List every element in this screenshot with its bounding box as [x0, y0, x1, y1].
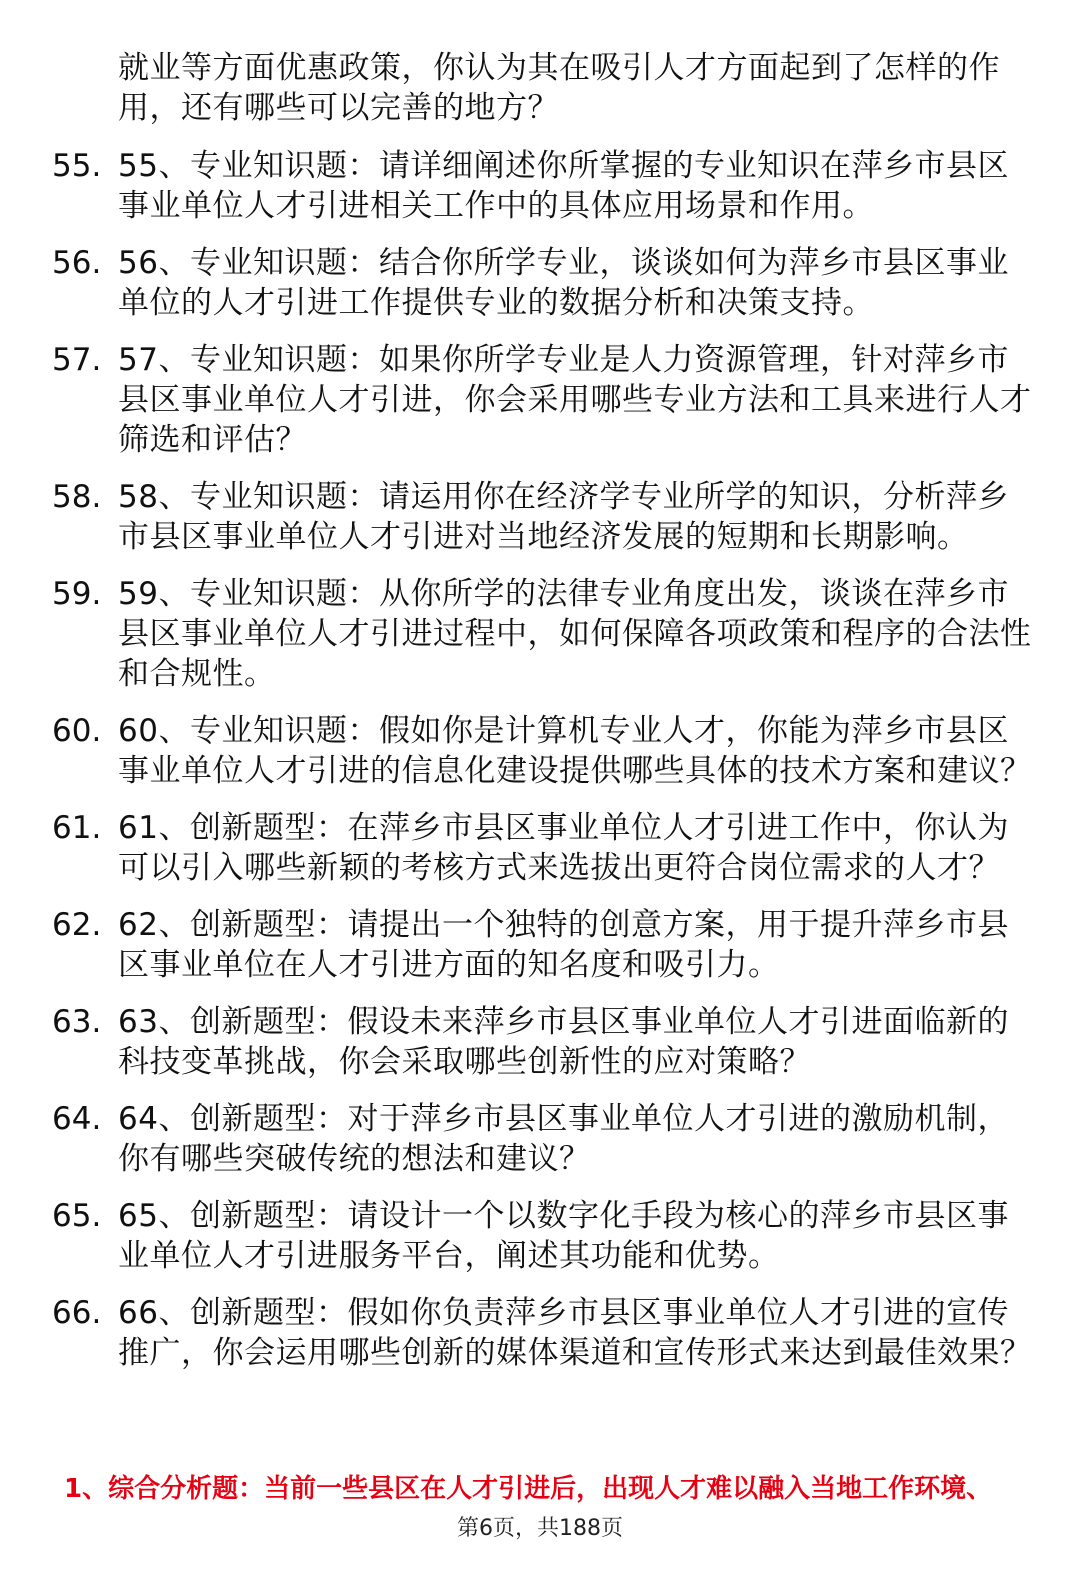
- question-number: 65.: [52, 1198, 102, 1234]
- question-item: [0, 146, 1080, 226]
- question-text: 57、专业知识题：如果你所学专业是人力资源管理，针对萍乡市县区事业单位人才引进，你会采用哪些专业方法和工具来进行人才筛选和评估？: [118, 342, 1032, 458]
- question-text: 62、创新题型：请提出一个独特的创意方案，用于提升萍乡市县区事业单位在人才引进方面的知名度和吸引力。: [118, 907, 1009, 983]
- question-item: [0, 477, 1080, 557]
- question-text: 61、创新题型：在萍乡市县区事业单位人才引进工作中，你认为可以引入哪些新颖的考核方式来选拔出更符合岗位需求的人才？: [118, 810, 1009, 886]
- question-item: [0, 574, 1080, 694]
- question-number: 60.: [52, 713, 102, 749]
- question-text: 64、创新题型：对于萍乡市县区事业单位人才引进的激励机制，你有哪些突破传统的想法和建议？: [118, 1101, 1009, 1177]
- page-footer: 第6页，共188页: [457, 1516, 623, 1541]
- question-text: 58、专业知识题：请运用你在经济学专业所学的知识，分析萍乡市县区事业单位人才引进对当地经济发展的短期和长期影响。: [118, 479, 1009, 555]
- question-list: [0, 146, 1080, 1390]
- question-item: [0, 808, 1080, 888]
- question-number: 61.: [52, 810, 102, 846]
- question-item: [0, 1196, 1080, 1276]
- question-text: 66、创新题型：假如你负责萍乡市县区事业单位人才引进的宣传推广，你会运用哪些创新的媒体渠道和宣传形式来达到最佳效果？: [118, 1295, 1032, 1371]
- question-number: 63.: [52, 1004, 102, 1040]
- continued-question-text: 就业等方面优惠政策，你认为其在吸引人才方面起到了怎样的作用，还有哪些可以完善的地方？: [118, 50, 1000, 126]
- question-number: 56.: [52, 245, 102, 281]
- question-number: 66.: [52, 1295, 102, 1331]
- question-text: 60、专业知识题：假如你是计算机专业人才，你能为萍乡市县区事业单位人才引进的信息化建设提供哪些具体的技术方案和建议？: [118, 713, 1032, 789]
- question-text: 55、专业知识题：请详细阐述你所掌握的专业知识在萍乡市县区事业单位人才引进相关工作中的具体应用场景和作用。: [118, 148, 1009, 224]
- question-item: [0, 905, 1080, 985]
- question-number: 62.: [52, 907, 102, 943]
- next-section-heading: 1、综合分析题：当前一些县区在人才引进后，出现人才难以融入当地工作环境、: [64, 1474, 993, 1504]
- question-item: [0, 1293, 1080, 1373]
- question-item: [0, 340, 1080, 460]
- question-item: [0, 1099, 1080, 1179]
- question-text: 63、创新题型：假设未来萍乡市县区事业单位人才引进面临新的科技变革挑战，你会采取哪些创新性的应对策略？: [118, 1004, 1009, 1080]
- question-number: 58.: [52, 479, 102, 515]
- question-item: [0, 711, 1080, 791]
- question-number: 59.: [52, 576, 102, 612]
- question-number: 55.: [52, 148, 102, 184]
- question-number: 57.: [52, 342, 102, 378]
- question-text: 56、专业知识题：结合你所学专业，谈谈如何为萍乡市县区事业单位的人才引进工作提供专业的数据分析和决策支持。: [118, 245, 1009, 321]
- question-number: 64.: [52, 1101, 102, 1137]
- question-text: 65、创新题型：请设计一个以数字化手段为核心的萍乡市县区事业单位人才引进服务平台，阐述其功能和优势。: [118, 1198, 1009, 1274]
- question-text: 59、专业知识题：从你所学的法律专业角度出发，谈谈在萍乡市县区事业单位人才引进过程中，如何保障各项政策和程序的合法性和合规性。: [118, 576, 1032, 692]
- question-item: [0, 243, 1080, 323]
- question-item: [0, 1002, 1080, 1082]
